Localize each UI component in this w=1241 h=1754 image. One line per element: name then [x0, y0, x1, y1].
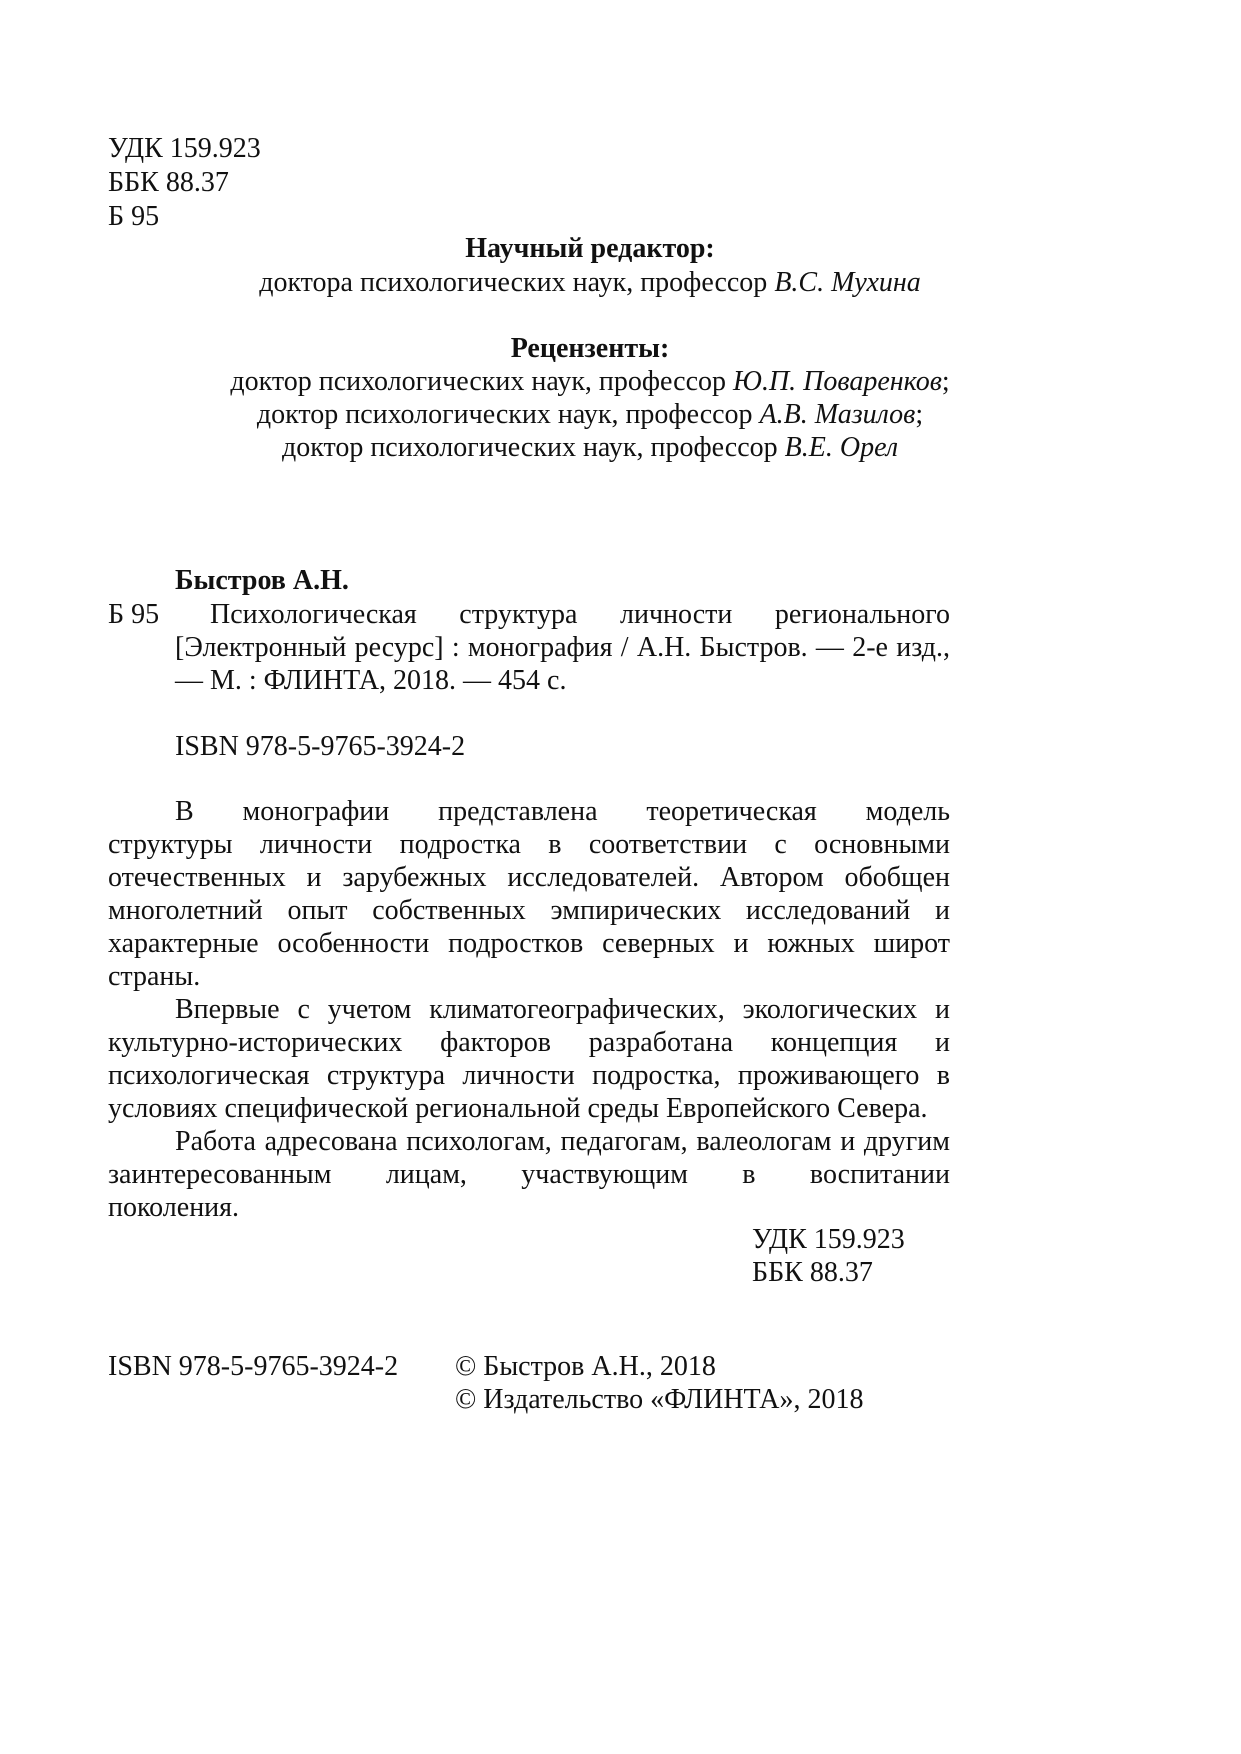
reviewer-suffix: ;: [915, 399, 924, 430]
record-mark: Б 95: [108, 599, 160, 630]
abstract-line: поколения.: [108, 1192, 240, 1223]
editor-prefix: доктора психологических наук, профессор: [259, 267, 775, 298]
abstract-line: заинтересованным лицам, участвующим в воспитании: [108, 1159, 950, 1190]
editor-name: В.С. Мухина: [774, 267, 921, 298]
abstract-line: В монографии представлена теоретическая модель: [175, 796, 950, 827]
editor-heading: Научный редактор:: [465, 233, 715, 264]
abstract-line: страны.: [108, 961, 201, 992]
editor-line: [0, 264, 1180, 301]
abstract-line: Впервые с учетом климатогеографических, экологических и: [175, 994, 950, 1025]
reviewer-line: [0, 429, 1180, 466]
reviewer-line: [0, 363, 1180, 400]
abstract-line: многолетний опыт собственных эмпирических исследований и: [108, 895, 950, 926]
footer-isbn: ISBN 978-5-9765-3924-2: [108, 1351, 399, 1382]
record-line-3: — М. : ФЛИНТА, 2018. — 454 с.: [175, 665, 567, 696]
copyright-publisher: © Издательство «ФЛИНТА», 2018: [455, 1384, 864, 1415]
abstract-line: структуры личности подростка в соответствии с основными: [108, 829, 950, 860]
reviewer-suffix: ;: [941, 366, 950, 397]
classification-udk: УДК 159.923: [752, 1224, 905, 1255]
reviewer-name: А.В. Мазилов: [759, 399, 916, 430]
record-isbn: ISBN 978-5-9765-3924-2: [175, 731, 466, 762]
abstract-line: Работа адресована психологам, педагогам, валеологам и другим: [175, 1126, 950, 1157]
abstract-line: условиях специфической региональной среды Европейского Севера.: [108, 1093, 928, 1124]
reviewer-prefix: доктор психологических наук, профессор: [281, 432, 785, 463]
classification-bbk: ББК 88.37: [752, 1257, 873, 1288]
reviewer-name: Ю.П. Поваренков: [733, 366, 942, 397]
abstract-line: культурно-исторических факторов разработана концепция и: [108, 1027, 950, 1058]
bbk-code: ББК 88.37: [108, 167, 229, 198]
reviewers-heading: Рецензенты:: [510, 333, 670, 364]
udk-code: УДК 159.923: [108, 133, 261, 164]
reviewer-prefix: доктор психологических наук, профессор: [230, 366, 734, 397]
reviewer-name: В.Е. Орел: [784, 432, 899, 463]
reviewer-line: [0, 396, 1180, 433]
record-line-1: Психологическая структура личности регионального: [210, 599, 950, 630]
abstract-line: отечественных и зарубежных исследователей. Автором обобщен: [108, 862, 950, 893]
record-author: Быстров А.Н.: [175, 565, 349, 596]
copyright-author: © Быстров А.Н., 2018: [455, 1351, 716, 1382]
record-line-2: [Электронный ресурс] : монография / А.Н. Быстров. — 2-е изд.,: [175, 632, 950, 663]
abstract-line: психологическая структура личности подростка, проживающего в: [108, 1060, 950, 1091]
abstract-line: характерные особенности подростков северных и южных широт: [108, 928, 950, 959]
author-mark: Б 95: [108, 201, 160, 232]
reviewer-prefix: доктор психологических наук, профессор: [256, 399, 760, 430]
